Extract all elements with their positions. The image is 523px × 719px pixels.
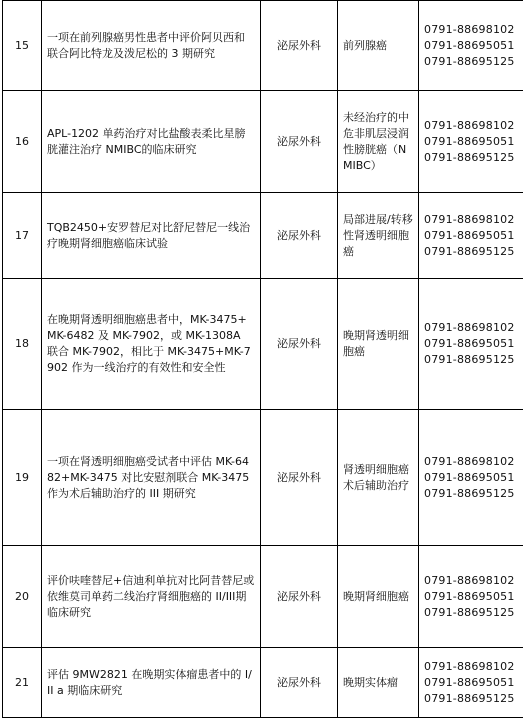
phone-number: 0791-88695051 bbox=[424, 337, 515, 350]
department: 泌尿外科 bbox=[261, 91, 338, 193]
department: 泌尿外科 bbox=[261, 1, 338, 91]
row-number: 20 bbox=[3, 546, 42, 648]
phone-number: 0791-88695125 bbox=[424, 691, 515, 705]
row-number: 18 bbox=[3, 279, 42, 410]
row-number: 17 bbox=[3, 193, 42, 279]
phone-number: 0791-88695051 bbox=[424, 228, 515, 242]
contact-phones bbox=[419, 648, 523, 718]
phone-number: 0791-88695051 bbox=[424, 675, 515, 689]
disease: 局部进展/转移性肾透明细胞癌 bbox=[338, 193, 419, 279]
disease: 前列腺癌 bbox=[338, 1, 419, 91]
department: 泌尿外科 bbox=[261, 410, 338, 546]
phone-number: 0791-88698102 bbox=[424, 321, 515, 334]
contact-phones bbox=[419, 546, 523, 648]
table-row bbox=[3, 279, 523, 410]
table-row bbox=[3, 648, 523, 718]
row-number: 16 bbox=[3, 91, 42, 193]
phone-number: 0791-88698102 bbox=[424, 22, 515, 36]
table-row bbox=[3, 193, 523, 279]
department: 泌尿外科 bbox=[261, 546, 338, 648]
trial-title: 在晚期肾透明细胞癌患者中，MK-3475+ MK-6482 及 MK-7902，或 MK-1308A 联合 MK-7902，相比于 MK-3475+MK-7902 作为一线治疗的有效性和安全性 bbox=[42, 279, 261, 410]
phone-number: 0791-88695051 bbox=[424, 470, 515, 484]
trial-title: APL-1202 单药治疗对比盐酸表柔比星膀胱灌注治疗 NMIBC的临床研究 bbox=[42, 91, 261, 193]
row-number: 21 bbox=[3, 648, 42, 718]
disease: 肾透明细胞癌术后辅助治疗 bbox=[338, 410, 419, 546]
disease: 晚期肾细胞癌 bbox=[338, 546, 419, 648]
department: 泌尿外科 bbox=[261, 279, 338, 410]
contact-phones bbox=[419, 193, 523, 279]
row-number: 19 bbox=[3, 410, 42, 546]
disease: 未经治疗的中危非肌层浸润性膀胱癌（NMIBC） bbox=[338, 91, 419, 193]
phone-number: 0791-88695125 bbox=[424, 150, 515, 164]
phone-number: 0791-88698102 bbox=[424, 573, 515, 587]
phone-number: 0791-88698102 bbox=[424, 659, 515, 673]
trial-title: TQB2450+安罗替尼对比舒尼替尼一线治疗晚期肾细胞癌临床试验 bbox=[42, 193, 261, 279]
trial-title: 评估 9MW2821 在晚期实体瘤患者中的 I/II a 期临床研究 bbox=[42, 648, 261, 718]
phone-number: 0791-88695125 bbox=[424, 353, 515, 366]
table-row bbox=[3, 546, 523, 648]
trial-title: 一项在肾透明细胞癌受试者中评估 MK-6482+MK-3475 对比安慰剂联合 MK-3475 作为术后辅助治疗的 III 期研究 bbox=[42, 410, 261, 546]
disease: 晚期肾透明细胞癌 bbox=[338, 279, 419, 410]
table-row bbox=[3, 1, 523, 91]
disease: 晚期实体瘤 bbox=[338, 648, 419, 718]
phone-number: 0791-88698102 bbox=[424, 118, 515, 132]
phone-number: 0791-88695051 bbox=[424, 589, 515, 603]
contact-phones bbox=[419, 1, 523, 91]
phone-number: 0791-88695051 bbox=[424, 38, 515, 52]
phone-number: 0791-88698102 bbox=[424, 454, 515, 468]
row-number: 15 bbox=[3, 1, 42, 91]
contact-phones bbox=[419, 91, 523, 193]
contact-phones bbox=[419, 410, 523, 546]
phone-number: 0791-88695125 bbox=[424, 486, 515, 500]
phone-number: 0791-88698102 bbox=[424, 212, 515, 226]
phone-number: 0791-88695125 bbox=[424, 605, 515, 619]
department: 泌尿外科 bbox=[261, 648, 338, 718]
table-row bbox=[3, 91, 523, 193]
trial-title: 评价呋喹替尼+信迪利单抗对比阿昔替尼或依维莫司单药二线治疗肾细胞癌的 II/III期临床研究 bbox=[42, 546, 261, 648]
table-row bbox=[3, 410, 523, 546]
contact-phones bbox=[419, 279, 523, 410]
phone-number: 0791-88695125 bbox=[424, 54, 515, 68]
department: 泌尿外科 bbox=[261, 193, 338, 279]
clinical-trials-table bbox=[2, 0, 523, 718]
trial-title: 一项在前列腺癌男性患者中评价阿贝西和联合阿比特龙及泼尼松的 3 期研究 bbox=[42, 1, 261, 91]
phone-number: 0791-88695051 bbox=[424, 134, 515, 148]
phone-number: 0791-88695125 bbox=[424, 244, 515, 258]
